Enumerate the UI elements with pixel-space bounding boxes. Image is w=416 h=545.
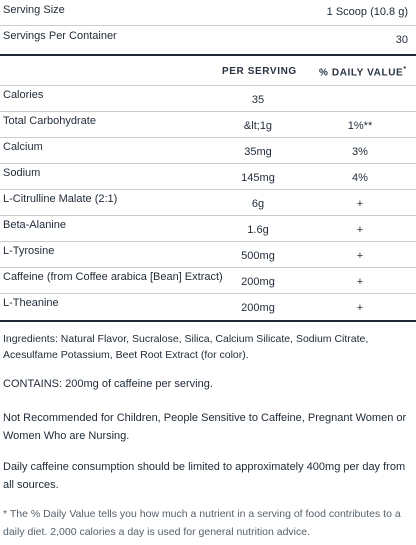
nutrient-row xyxy=(0,268,416,294)
nutrient-name: L-Tyrosine xyxy=(3,245,55,257)
daily-caffeine-warning: Daily caffeine consumption should be limited to approximately 400mg per day from all sources. xyxy=(3,461,406,491)
nutrient-amount: 500mg xyxy=(241,250,275,262)
nutrient-name: Calcium xyxy=(3,141,43,153)
nutrient-amount: 6g xyxy=(251,198,265,210)
nutrient-amount: 145mg xyxy=(241,172,275,184)
nutrient-daily-value: + xyxy=(356,276,364,288)
nutrient-amount: 35 xyxy=(251,94,265,106)
nutrient-daily-value: + xyxy=(356,250,364,262)
nutrient-row xyxy=(0,216,416,242)
nutrient-name: Beta-Alanine xyxy=(3,219,66,231)
nutrient-row xyxy=(0,242,416,268)
serving-size-row xyxy=(0,0,416,26)
per-serving-header: PER SERVING xyxy=(222,66,297,77)
nutrient-amount: 35mg xyxy=(244,146,272,158)
nutrient-name: L-Theanine xyxy=(3,297,59,309)
ingredients-text: Ingredients: Natural Flavor, Sucralose, Silica, Calcium Silicate, Sodium Citrate, Acesulfame Potassium, Beet Root Extract (for color). xyxy=(3,333,369,361)
nutrient-daily-value: 4% xyxy=(352,172,368,184)
nutrient-daily-value: + xyxy=(356,224,364,236)
table-header xyxy=(0,56,416,86)
caffeine-contains-text: CONTAINS: 200mg of caffeine per serving. xyxy=(3,378,213,390)
nutrient-row xyxy=(0,294,416,320)
nutrient-daily-value: 1%** xyxy=(347,120,373,132)
nutrient-daily-value: 3% xyxy=(352,146,368,158)
nutrient-row xyxy=(0,190,416,216)
daily-value-header: % DAILY VALUE* xyxy=(319,66,407,79)
nutrient-name: L-Citrulline Malate (2:1) xyxy=(3,193,118,205)
nutrient-row xyxy=(0,138,416,164)
nutrient-amount: &lt;1g xyxy=(243,120,273,132)
nutrient-name: Total Carbohydrate xyxy=(3,115,96,127)
nutrient-row xyxy=(0,164,416,190)
nutrient-name: Sodium xyxy=(3,167,41,179)
nutrient-amount: 200mg xyxy=(241,276,275,288)
serving-size-label: Serving Size xyxy=(3,4,65,16)
nutrient-daily-value: + xyxy=(356,302,364,314)
nutrient-amount: 200mg xyxy=(241,302,275,314)
nutrient-row xyxy=(0,86,416,112)
daily-value-footnote: * The % Daily Value tells you how much a nutrient in a serving of food contributes to a daily diet. 2,000 calories a day is used for general nutrition advice. xyxy=(3,508,401,538)
nutrient-amount: 1.6g xyxy=(247,224,269,236)
servings-per-container-row xyxy=(0,26,416,52)
servings-per-container-label: Servings Per Container xyxy=(3,30,117,42)
nutrient-row xyxy=(0,112,416,138)
nutrient-name: Caffeine (from Coffee arabica [Bean] Extract) xyxy=(3,271,223,283)
thick-divider-bottom xyxy=(0,320,416,322)
nutrient-daily-value: + xyxy=(356,198,364,210)
nutrient-name: Calories xyxy=(3,89,44,101)
servings-per-container-value: 30 xyxy=(395,34,408,46)
not-recommended-warning: Not Recommended for Children, People Sensitive to Caffeine, Pregnant Women or Women Who are Nursing. xyxy=(3,412,407,442)
serving-size-value: 1 Scoop (10.8 g) xyxy=(326,6,408,18)
